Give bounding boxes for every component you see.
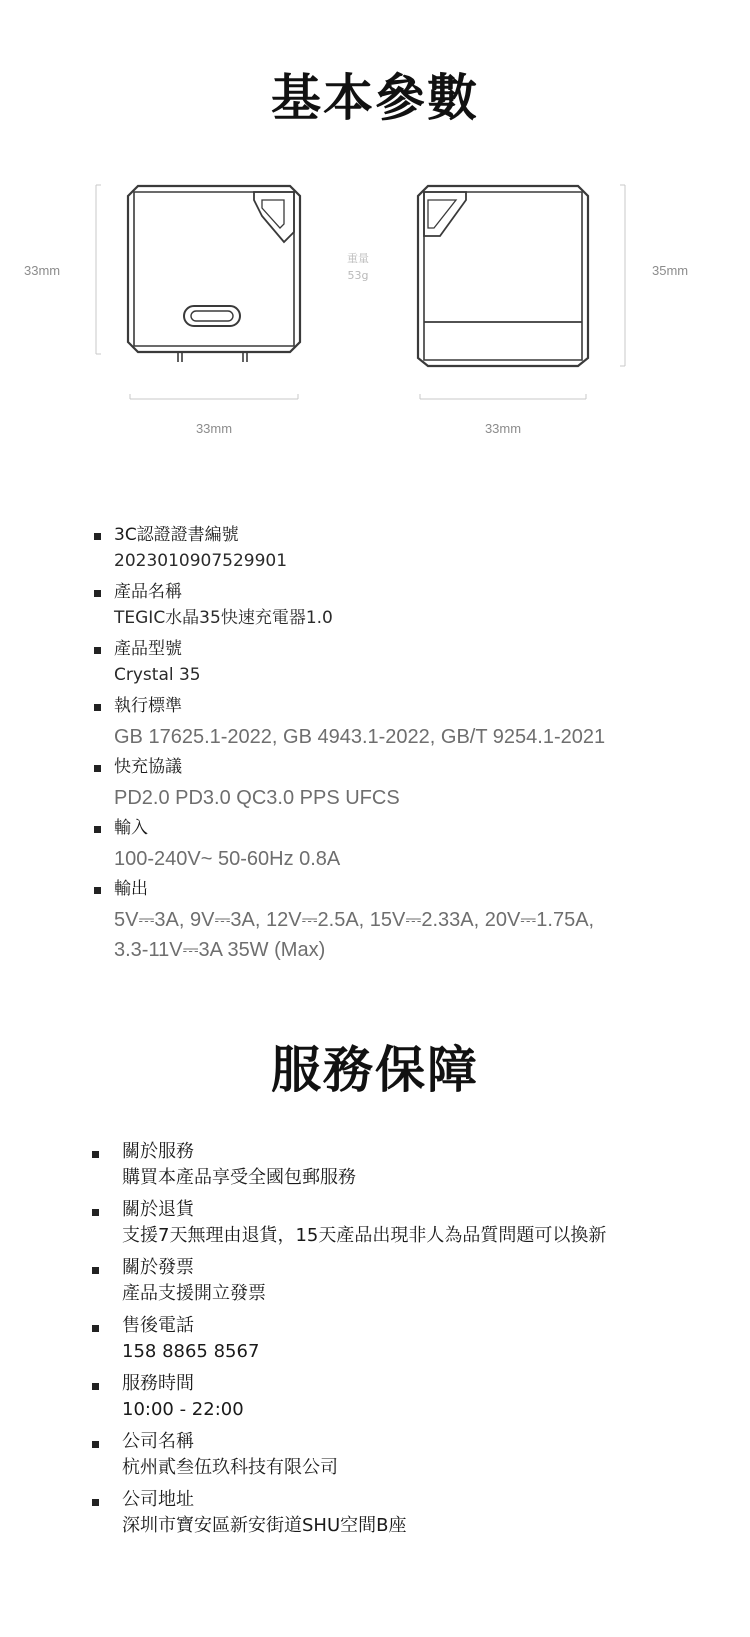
service-label: 公司地址 xyxy=(122,1489,194,1510)
spec-value: 2023010907529901 xyxy=(114,551,288,571)
service-section-title: 服務保障 xyxy=(271,1041,479,1099)
bullet-square-icon xyxy=(94,590,101,597)
bullet-square-icon xyxy=(92,1325,99,1332)
spec-value: 100-240V~ 50-60Hz 0.8A xyxy=(114,848,341,870)
charger-front-view xyxy=(128,186,300,362)
spec-value: GB 17625.1-2022, GB 4943.1-2022, GB/T 9254.1-2021 xyxy=(114,726,606,748)
spec-item-model xyxy=(94,636,714,688)
spec-label: 執行標準 xyxy=(114,696,182,716)
charger-line-drawing xyxy=(0,180,750,460)
service-value: 深圳市寶安區新安街道SHU空間B座 xyxy=(122,1515,407,1536)
spec-value: PD2.0 PD3.0 QC3.0 PPS UFCS xyxy=(114,787,400,809)
spec-label: 產品型號 xyxy=(114,639,182,659)
bullet-square-icon xyxy=(92,1383,99,1390)
spec-label: 輸入 xyxy=(114,818,148,838)
service-value: 產品支援開立發票 xyxy=(122,1283,266,1304)
bullet-square-icon xyxy=(94,647,101,654)
specs-section-title: 基本參數 xyxy=(271,69,479,127)
service-item-after-sales-phone xyxy=(92,1313,732,1365)
service-item-service-hours xyxy=(92,1371,732,1423)
spec-value: 5V⎓3A, 9V⎓3A, 12V⎓2.5A, 15V⎓2.33A, 20V⎓1.75A, xyxy=(114,909,595,931)
service-value: 10:00 - 22:00 xyxy=(122,1399,244,1420)
charger-side-view xyxy=(418,186,588,366)
side-width-bracket xyxy=(420,394,586,399)
service-item-about-service xyxy=(92,1139,732,1191)
bullet-square-icon xyxy=(94,887,101,894)
spec-item-certificate xyxy=(94,522,714,574)
bullet-square-icon xyxy=(94,704,101,711)
service-item-returns xyxy=(92,1197,732,1249)
service-value: 購買本產品享受全國包郵服務 xyxy=(122,1167,356,1188)
side-height-label: 35mm xyxy=(652,263,689,278)
service-list xyxy=(92,1139,732,1545)
side-height-bracket xyxy=(620,185,625,366)
front-width-bracket xyxy=(130,394,298,399)
spec-label: 產品名稱 xyxy=(114,582,182,602)
spec-item-fast-charge-protocol xyxy=(94,754,714,813)
service-value: 杭州貳叁伍玖科技有限公司 xyxy=(122,1457,338,1478)
side-width-label: 33mm xyxy=(484,421,522,436)
spec-item-standard xyxy=(94,693,714,752)
front-height-bracket xyxy=(96,185,101,354)
spec-item-product-name xyxy=(94,579,714,631)
spec-label: 3C認證證書編號 xyxy=(114,525,239,545)
spec-value-line2: 3.3-11V⎓3A 35W (Max) xyxy=(114,939,326,961)
bullet-square-icon xyxy=(92,1441,99,1448)
service-label: 關於服務 xyxy=(122,1141,194,1162)
spec-item-input xyxy=(94,815,714,874)
service-item-invoice xyxy=(92,1255,732,1307)
front-width-label: 33mm xyxy=(195,421,233,436)
service-label: 售後電話 xyxy=(122,1315,194,1336)
front-height-label: 33mm xyxy=(24,263,61,278)
spec-value: Crystal 35 xyxy=(114,665,201,685)
spec-item-output xyxy=(94,876,714,965)
bullet-square-icon xyxy=(92,1499,99,1506)
bullet-square-icon xyxy=(94,533,101,540)
service-label: 關於發票 xyxy=(122,1257,194,1278)
weight-value: 53g xyxy=(347,269,369,282)
specs-list xyxy=(94,522,714,965)
bullet-square-icon xyxy=(92,1209,99,1216)
product-dimension-diagram xyxy=(0,180,750,460)
service-value: 支援7天無理由退貨，15天產品出現非人為品質問題可以換新 xyxy=(122,1225,607,1246)
spec-label: 快充協議 xyxy=(114,757,182,777)
spec-label: 輸出 xyxy=(114,879,148,899)
bullet-square-icon xyxy=(92,1151,99,1158)
bullet-square-icon xyxy=(94,765,101,772)
service-label: 服務時間 xyxy=(122,1373,194,1394)
bullet-square-icon xyxy=(92,1267,99,1274)
spec-value: TEGIC水晶35快速充電器1.0 xyxy=(114,608,333,628)
service-value: 158 8865 8567 xyxy=(122,1341,260,1362)
weight-label: 重量 xyxy=(347,252,369,265)
bullet-square-icon xyxy=(94,826,101,833)
service-label: 公司名稱 xyxy=(122,1431,194,1452)
service-item-company-name xyxy=(92,1429,732,1481)
service-label: 關於退貨 xyxy=(122,1199,194,1220)
service-item-company-address xyxy=(92,1487,732,1539)
